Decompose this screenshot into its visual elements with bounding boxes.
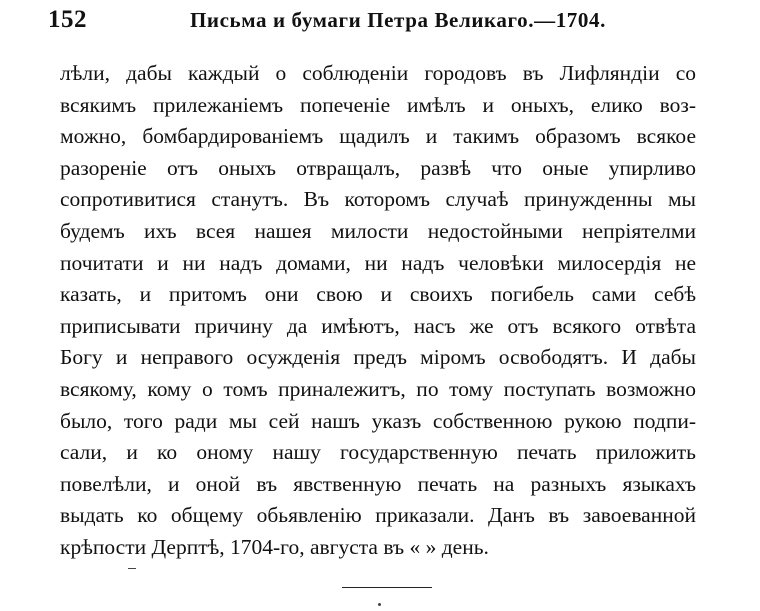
text-line: Богу и неправого осужденія предъ міромъ освободятъ. И дабы <box>60 345 696 370</box>
text-line: всякимъ прилежаніемъ попеченіе имѣлъ и оныхъ, елико воз- <box>60 92 696 117</box>
page-number: 152 <box>48 6 87 33</box>
text-line: выдать ко общему обьявленію приказали. Данъ въ завоеванной <box>60 503 696 528</box>
running-head: Письма и бумаги Петра Великаго.—1704. <box>190 8 606 32</box>
text-line: разореніе отъ оныхъ отвращалъ, развѣ что оные упирливо <box>60 155 696 180</box>
text-line: почитати и ни надъ домами, ни надъ человѣки милосердія не <box>60 250 696 275</box>
print-mark <box>128 568 136 569</box>
text-line: сопротивитися станутъ. Въ которомъ случаѣ принужденны мы <box>60 187 696 212</box>
text-line: сали, и ко оному нашу государственную печать приложить <box>60 440 696 465</box>
text-line: казать, и притомъ они свою и своихъ погибель сами себѣ <box>60 282 696 307</box>
text-line: приписывати причину да имѣютъ, насъ же отъ всякого отвѣта <box>60 313 696 338</box>
print-dot <box>378 603 381 606</box>
text-line: было, того ради мы сей нашъ указъ собственною рукою подпи- <box>60 408 696 433</box>
body-text <box>60 58 696 564</box>
text-line-last: крѣпости Дерптѣ, 1704-го, августа въ « » день. <box>60 534 489 559</box>
closing-rule <box>342 587 432 588</box>
text-line: можно, бомбардированіемъ щадилъ и такимъ образомъ всякое <box>60 124 696 149</box>
text-line: будемъ ихъ всея нашея милости недостойными непріятелми <box>60 218 696 243</box>
text-line: повелѣли, и оной въ явственную печать на разныхъ языкахъ <box>60 471 696 496</box>
text-line: всякому, кому о томъ приналежитъ, по тому поступать возможно <box>60 376 696 401</box>
text-line: лѣли, дабы каждый о соблюденіи городовъ въ Лифляндіи со <box>60 61 696 85</box>
